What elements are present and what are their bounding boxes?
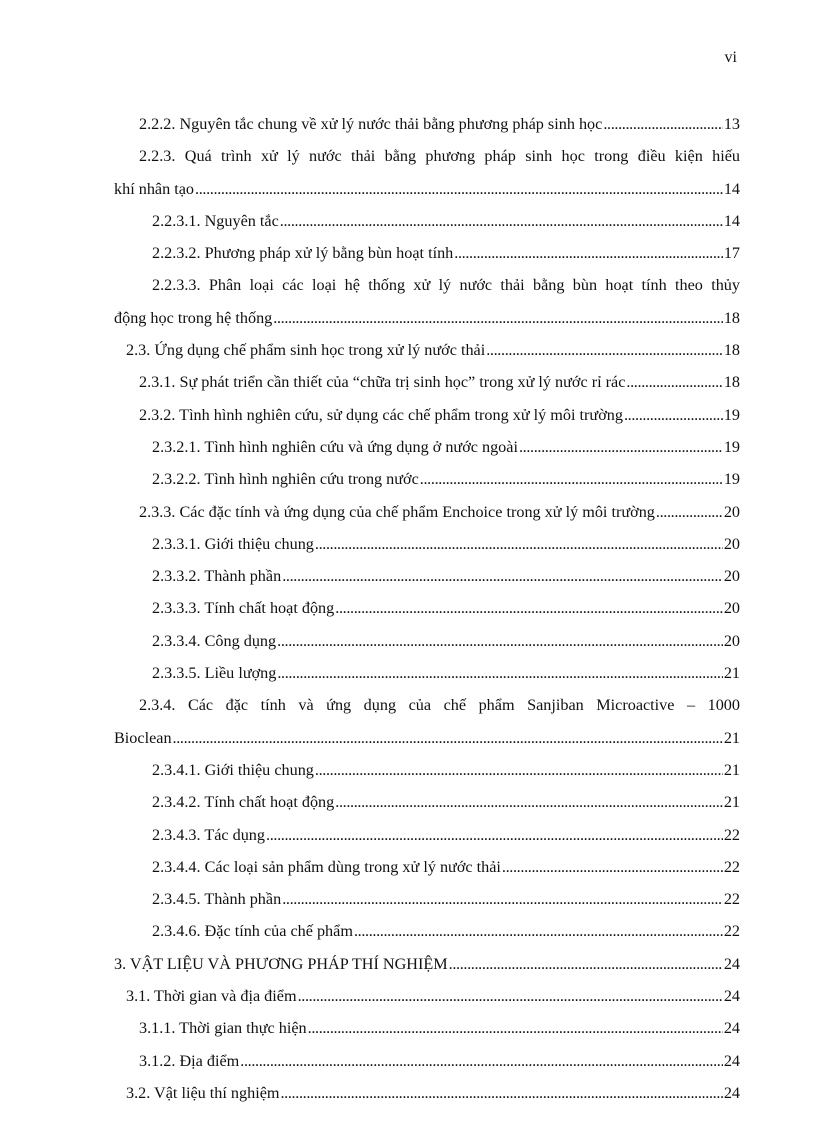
- dot-leader: [624, 401, 723, 429]
- toc-entry-title: 2.3.1. Sự phát triển cần thiết của “chữa trị sinh học” trong xử lý nước rỉ rác: [139, 373, 626, 392]
- toc-entry-row: [114, 982, 740, 1014]
- dot-leader: [519, 433, 723, 461]
- toc-entry-title: 2.3.2. Tình hình nghiên cứu, sử dụng các chế phẩm trong xử lý môi trường: [139, 405, 623, 424]
- dot-leader: [449, 950, 723, 978]
- toc-entry-page: 22: [723, 890, 740, 909]
- toc-entry-title-line1: 2.2.3. Quá trình xử lý nước thải bằng phương pháp sinh học trong điều kiện hiếu: [139, 147, 740, 166]
- toc-entry-page: 24: [723, 1019, 740, 1038]
- toc-entry-row: [114, 756, 740, 788]
- toc-entry-title: 2.3.3.5. Liều lượng: [152, 664, 277, 683]
- toc-entry-page: 14: [723, 179, 740, 198]
- toc-entry-page: 24: [723, 1083, 740, 1102]
- toc-entry-row: [114, 304, 740, 336]
- toc-entry[interactable]: [114, 530, 740, 562]
- toc-entry-page: 20: [723, 631, 740, 650]
- toc-entry-page: 21: [723, 793, 740, 812]
- dot-leader: [195, 175, 723, 203]
- dot-leader: [280, 1079, 722, 1107]
- toc-entry-title-line1: 2.2.3.3. Phân loại các loại hệ thống xử lý nước thải bằng bùn hoạt tính theo thủy: [152, 276, 740, 295]
- dot-leader: [280, 207, 723, 235]
- toc-entry-row: [114, 885, 740, 917]
- toc-entry-title: 2.3.4.4. Các loại sản phẩm dùng trong xử lý nước thải: [152, 857, 501, 876]
- toc-entry[interactable]: [114, 142, 740, 207]
- dot-leader: [315, 756, 723, 784]
- toc-entry-page: 13: [723, 115, 740, 133]
- toc-entry-page: 24: [723, 954, 740, 973]
- toc-entry[interactable]: [114, 756, 740, 788]
- toc-entry-row: [114, 1014, 740, 1046]
- dot-leader: [420, 465, 723, 493]
- toc-entry-row: [114, 659, 740, 691]
- toc-entry-page: 21: [723, 728, 740, 747]
- toc-entry-page: 21: [723, 760, 740, 779]
- toc-entry[interactable]: [114, 368, 740, 400]
- toc-entry-title: 2.3.4.6. Đặc tính của chế phẩm: [152, 922, 353, 941]
- toc-entry-title: 2.3.3.3. Tính chất hoạt động: [152, 599, 335, 618]
- toc-entry-row: [114, 175, 740, 207]
- toc-entry-page: 18: [723, 373, 740, 392]
- toc-entry-title: 2.3.3.2. Thành phần: [152, 567, 282, 586]
- toc-entry-row: [114, 207, 740, 239]
- toc-entry-page: 19: [723, 405, 740, 424]
- dot-leader: [273, 304, 723, 332]
- toc-entry-row: [114, 562, 740, 594]
- toc-entry[interactable]: [114, 853, 740, 885]
- toc-entry[interactable]: [114, 982, 740, 1014]
- toc-entry-title: 2.3.4.5. Thành phần: [152, 890, 282, 909]
- dot-leader: [502, 853, 723, 881]
- dot-leader: [454, 239, 723, 267]
- toc-entry-row: [114, 465, 740, 497]
- toc-entry-page: 19: [723, 470, 740, 489]
- toc-entry[interactable]: [114, 498, 740, 530]
- toc-entry-page: 20: [723, 502, 740, 521]
- toc-entry-page: 20: [723, 567, 740, 586]
- toc-entry-row: [114, 368, 740, 400]
- toc-entry[interactable]: [114, 594, 740, 626]
- toc-entry-row: [114, 853, 740, 885]
- dot-leader: [603, 110, 722, 138]
- dot-leader: [308, 1014, 723, 1042]
- toc-entry-row: [114, 724, 740, 756]
- toc-entry-title: 2.2.2. Nguyên tắc chung về xử lý nước thải bằng phương pháp sinh học: [139, 115, 603, 133]
- dot-leader: [335, 788, 723, 816]
- toc-entry[interactable]: [114, 271, 740, 336]
- toc-entry-title: 2.2.3.1. Nguyên tắc: [152, 211, 279, 230]
- toc-entry-title-line2: động học trong hệ thống: [114, 308, 273, 327]
- toc-entry-title: 3. VẬT LIỆU VÀ PHƯƠNG PHÁP THÍ NGHIỆM: [114, 954, 448, 973]
- toc-entry-page: 22: [723, 857, 740, 876]
- toc-entry[interactable]: [114, 1014, 740, 1046]
- dot-leader: [626, 368, 722, 396]
- dot-leader: [240, 1047, 723, 1075]
- dot-leader: [298, 982, 723, 1010]
- toc-entry-row: [114, 594, 740, 626]
- toc-entry[interactable]: [114, 465, 740, 497]
- toc-entry-row: [114, 498, 740, 530]
- toc-entry-title: 3.2. Vật liệu thí nghiệm: [126, 1083, 280, 1102]
- toc-entry-page: 19: [723, 437, 740, 456]
- toc-entry-row: [114, 239, 740, 271]
- toc-entry-row: [114, 788, 740, 820]
- dot-leader: [335, 594, 723, 622]
- dot-leader: [277, 627, 723, 655]
- toc-entry-title-line2: Bioclean: [114, 728, 172, 747]
- toc-entry[interactable]: [114, 821, 740, 853]
- toc-entry-row: [114, 917, 740, 949]
- toc-entry-page: 17: [723, 244, 740, 263]
- toc-entry-row: [114, 336, 740, 368]
- toc-entry-title: 2.3.4.3. Tác dụng: [152, 825, 265, 844]
- toc-entry-page: 24: [723, 987, 740, 1006]
- toc-entry[interactable]: [114, 659, 740, 691]
- toc-entry-row: [114, 821, 740, 853]
- toc-entry-title-line1: 2.3.4. Các đặc tính và ứng dụng của chế phẩm Sanjiban Microactive – 1000: [139, 696, 740, 715]
- toc-entry[interactable]: [114, 691, 740, 756]
- toc-entry-page: 18: [723, 341, 740, 360]
- toc-entry[interactable]: [114, 885, 740, 917]
- toc-entry-title: 2.3.3.1. Giới thiệu chung: [152, 534, 314, 553]
- toc-entry[interactable]: [114, 788, 740, 820]
- toc-entry-title-line2: khí nhân tạo: [114, 179, 195, 198]
- toc-entry-title: 2.3.4.1. Giới thiệu chung: [152, 760, 314, 779]
- toc-entry[interactable]: [114, 207, 740, 239]
- toc-entry-row: [114, 627, 740, 659]
- table-of-contents: [114, 110, 740, 1111]
- toc-entry-title: 3.1.1. Thời gian thực hiện: [139, 1019, 307, 1038]
- toc-entry-row: [114, 530, 740, 562]
- toc-entry-row: [114, 950, 740, 982]
- toc-entry-title: 2.2.3.2. Phương pháp xử lý bằng bùn hoạt tính: [152, 244, 454, 263]
- toc-entry[interactable]: [114, 917, 740, 949]
- toc-entry-title: 2.3.4.2. Tính chất hoạt động: [152, 793, 335, 812]
- toc-entry-page: 14: [723, 211, 740, 230]
- toc-entry-title: 3.1. Thời gian và địa điểm: [126, 987, 297, 1006]
- toc-entry-page: 18: [723, 308, 740, 327]
- toc-entry[interactable]: [114, 401, 740, 433]
- toc-entry[interactable]: [114, 950, 740, 982]
- toc-entry[interactable]: [114, 110, 740, 142]
- toc-entry-page: 20: [723, 534, 740, 553]
- toc-entry[interactable]: [114, 627, 740, 659]
- dot-leader: [266, 821, 723, 849]
- toc-entry-row: [114, 433, 740, 465]
- toc-entry-title: 2.3.3.4. Công dụng: [152, 631, 277, 650]
- dot-leader: [282, 562, 723, 590]
- page-number: vi: [724, 49, 737, 66]
- toc-entry-title: 3.1.2. Địa điểm: [139, 1051, 240, 1070]
- toc-entry-page: 22: [723, 825, 740, 844]
- toc-entry-page: 20: [723, 599, 740, 618]
- dot-leader: [486, 336, 723, 364]
- toc-entry-page: 21: [723, 664, 740, 683]
- toc-entry[interactable]: [114, 239, 740, 271]
- dot-leader: [282, 885, 723, 913]
- toc-entry-title: 2.3.3. Các đặc tính và ứng dụng của chế phẩm Enchoice trong xử lý môi trường: [139, 502, 655, 521]
- toc-entry-row: [114, 401, 740, 433]
- toc-entry-title: 2.3. Ứng dụng chế phẩm sinh học trong xử lý nước thải: [126, 341, 486, 360]
- toc-entry[interactable]: [114, 336, 740, 368]
- dot-leader: [173, 724, 723, 752]
- toc-entry[interactable]: [114, 433, 740, 465]
- toc-entry-row: [114, 110, 740, 142]
- toc-entry-row: [114, 1079, 740, 1111]
- dot-leader: [656, 498, 723, 526]
- toc-entry[interactable]: [114, 1047, 740, 1079]
- dot-leader: [354, 917, 723, 945]
- dot-leader: [277, 659, 722, 687]
- dot-leader: [315, 530, 723, 558]
- toc-entry[interactable]: [114, 562, 740, 594]
- toc-entry[interactable]: [114, 1079, 740, 1111]
- toc-entry-row: [114, 1047, 740, 1079]
- toc-entry-title: 2.3.2.1. Tình hình nghiên cứu và ứng dụng ở nước ngoài: [152, 437, 518, 456]
- toc-entry-title: 2.3.2.2. Tình hình nghiên cứu trong nước: [152, 470, 419, 489]
- toc-entry-page: 22: [723, 922, 740, 941]
- toc-entry-page: 24: [723, 1051, 740, 1070]
